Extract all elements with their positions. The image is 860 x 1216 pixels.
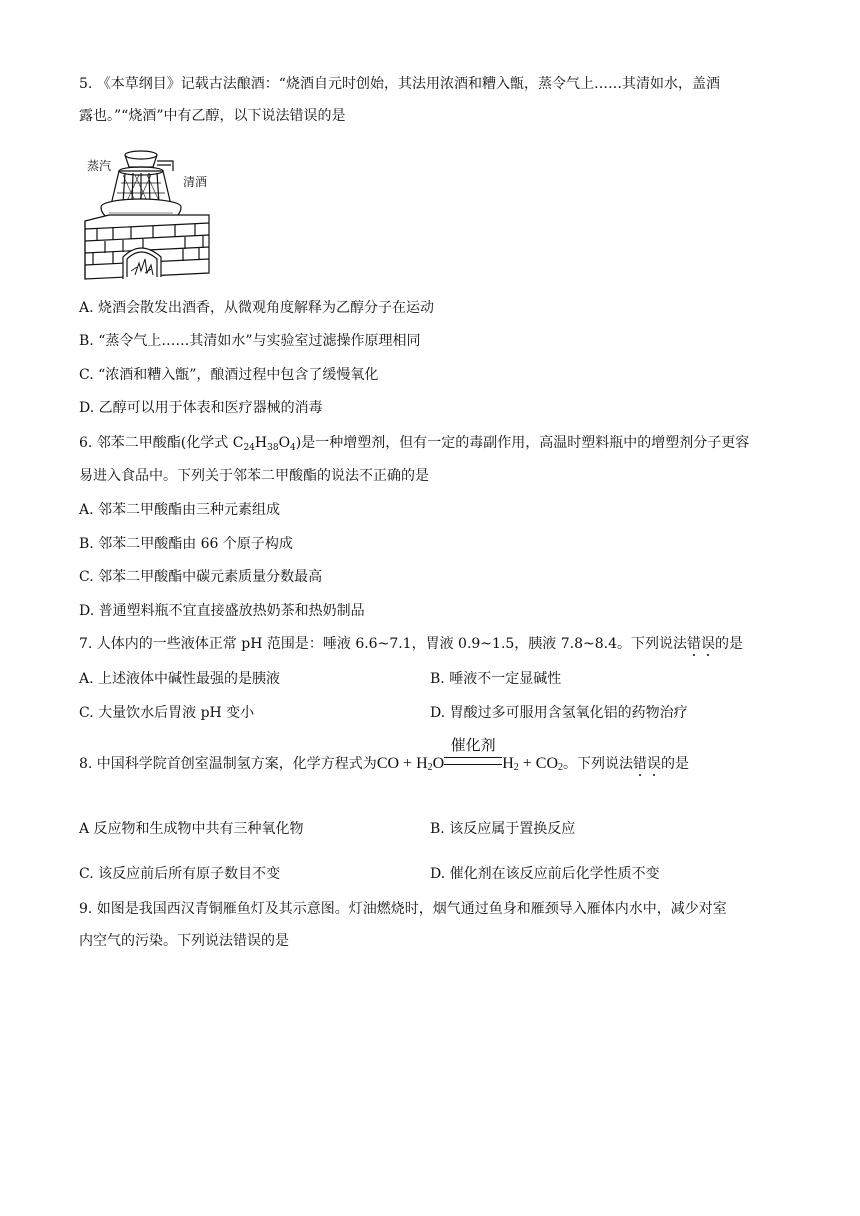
q6-option-c: C. 邻苯二甲酸酯中碳元素质量分数最高 bbox=[79, 569, 323, 585]
q6-formula-h: H bbox=[254, 435, 268, 451]
q8-stem-text: 8. 中国科学院首创室温制氢方案，化学方程式为 bbox=[79, 756, 377, 772]
distillation-figure bbox=[79, 147, 219, 287]
q7-option-b: B. 唾液不一定显碱性 bbox=[430, 671, 562, 687]
eq-reactant-sub: 2 bbox=[427, 762, 433, 773]
q5-option-c: C. “浓酒和糟入甑”，酿酒过程中包含了缓慢氧化 bbox=[79, 367, 379, 383]
q5-stem-line1: 5. 《本草纲目》记载古法酿酒：“烧酒自元时创始，其法用浓酒和糟入甑，蒸令气上……其清如水，盖酒 bbox=[79, 76, 720, 92]
eq-product-sub2: 2 bbox=[558, 762, 563, 773]
q7-option-d: D. 胃酸过多可服用含氢氧化铝的药物治疗 bbox=[430, 705, 688, 721]
q7-option-a: A. 上述液体中碱性最强的是胰液 bbox=[79, 671, 281, 687]
q6-formula-o: O bbox=[278, 435, 291, 451]
equals-bars bbox=[444, 757, 502, 765]
q6-formula-sub-o: 4 bbox=[290, 443, 296, 453]
q7-stem-end: 的是 bbox=[715, 636, 744, 652]
q8-emphasis-char-2: 误 bbox=[647, 756, 661, 772]
liquor-label: 清酒 bbox=[183, 175, 208, 189]
q7-emphasis-char-1: 错 bbox=[687, 636, 702, 652]
q5-option-b: B. “蒸令气上……其清如水”与实验室过滤操作原理相同 bbox=[79, 333, 421, 349]
q6-option-a: A. 邻苯二甲酸酯由三种元素组成 bbox=[79, 502, 281, 518]
q6-option-b: B. 邻苯二甲酸酯由 66 个原子构成 bbox=[79, 536, 293, 552]
q6-stem-suffix: )是一种增塑剂，但有一定的毒副作用，高温时塑料瓶中的增塑剂分子更容 bbox=[295, 435, 750, 451]
reaction-arrow bbox=[444, 736, 502, 768]
q5-option-d: D. 乙醇可以用于体表和医疗器械的消毒 bbox=[79, 400, 323, 416]
q5-stem-line2: 露也。”“烧酒”中有乙醇，以下说法错误的是 bbox=[79, 108, 346, 124]
eq-reactants: CO + H bbox=[376, 755, 428, 772]
eq-product-sub1: 2 bbox=[513, 762, 519, 773]
q7-stem bbox=[79, 634, 743, 654]
steam-label: 蒸汽 bbox=[87, 159, 112, 173]
eq-reactant-o: O bbox=[432, 755, 445, 772]
q8-stem bbox=[79, 736, 689, 778]
q8-emphasis-char-1: 错 bbox=[633, 756, 647, 772]
q9-stem-line1: 9. 如图是我国西汉青铜雁鱼灯及其示意图。灯油燃烧时，烟气通过鱼身和雁颈导入雁体内水中，减少对室 bbox=[79, 901, 727, 917]
q7-stem-text: 7. 人体内的一些液体正常 pH 范围是：唾液 6.6~7.1，胃液 0.9~1.5，胰液 7.8~8.4。下列说法 bbox=[79, 636, 688, 652]
chemical-equation bbox=[376, 736, 563, 773]
q8-option-c: C. 该反应前后所有原子数目不变 bbox=[79, 866, 281, 882]
q8-stem-mid: 。下列说法 bbox=[563, 756, 633, 772]
q6-stem-line1 bbox=[79, 433, 749, 458]
q6-stem-prefix: 6. 邻苯二甲酸酯(化学式 C bbox=[79, 435, 244, 451]
q8-option-a: A 反应物和生成物中共有三种氧化物 bbox=[79, 821, 304, 837]
q8-stem-end: 的是 bbox=[661, 756, 689, 772]
q7-option-c: C. 大量饮水后胃液 pH 变小 bbox=[79, 705, 255, 721]
q6-option-d: D. 普通塑料瓶不宜直接盛放热奶茶和热奶制品 bbox=[79, 603, 365, 619]
catalyst-label: 催化剂 bbox=[450, 736, 496, 754]
q6-formula-sub-h: 38 bbox=[267, 443, 279, 453]
q9-stem-line2: 内空气的污染。下列说法错误的是 bbox=[79, 933, 289, 949]
q5-option-a: A. 烧酒会散发出酒香，从微观角度解释为乙醇分子在运动 bbox=[79, 300, 435, 316]
q8-option-b: B. 该反应属于置换反应 bbox=[430, 821, 576, 837]
eq-product-co: + CO bbox=[518, 755, 558, 772]
q8-option-d: D. 催化剂在该反应前后化学性质不变 bbox=[430, 866, 660, 882]
q6-stem-line2: 易进入食品中。下列关于邻苯二甲酸酯的说法不正确的是 bbox=[79, 468, 429, 484]
q7-emphasis-char-2: 误 bbox=[701, 636, 716, 652]
q6-formula-sub-c: 24 bbox=[243, 443, 255, 453]
eq-product-h: H bbox=[502, 755, 514, 772]
